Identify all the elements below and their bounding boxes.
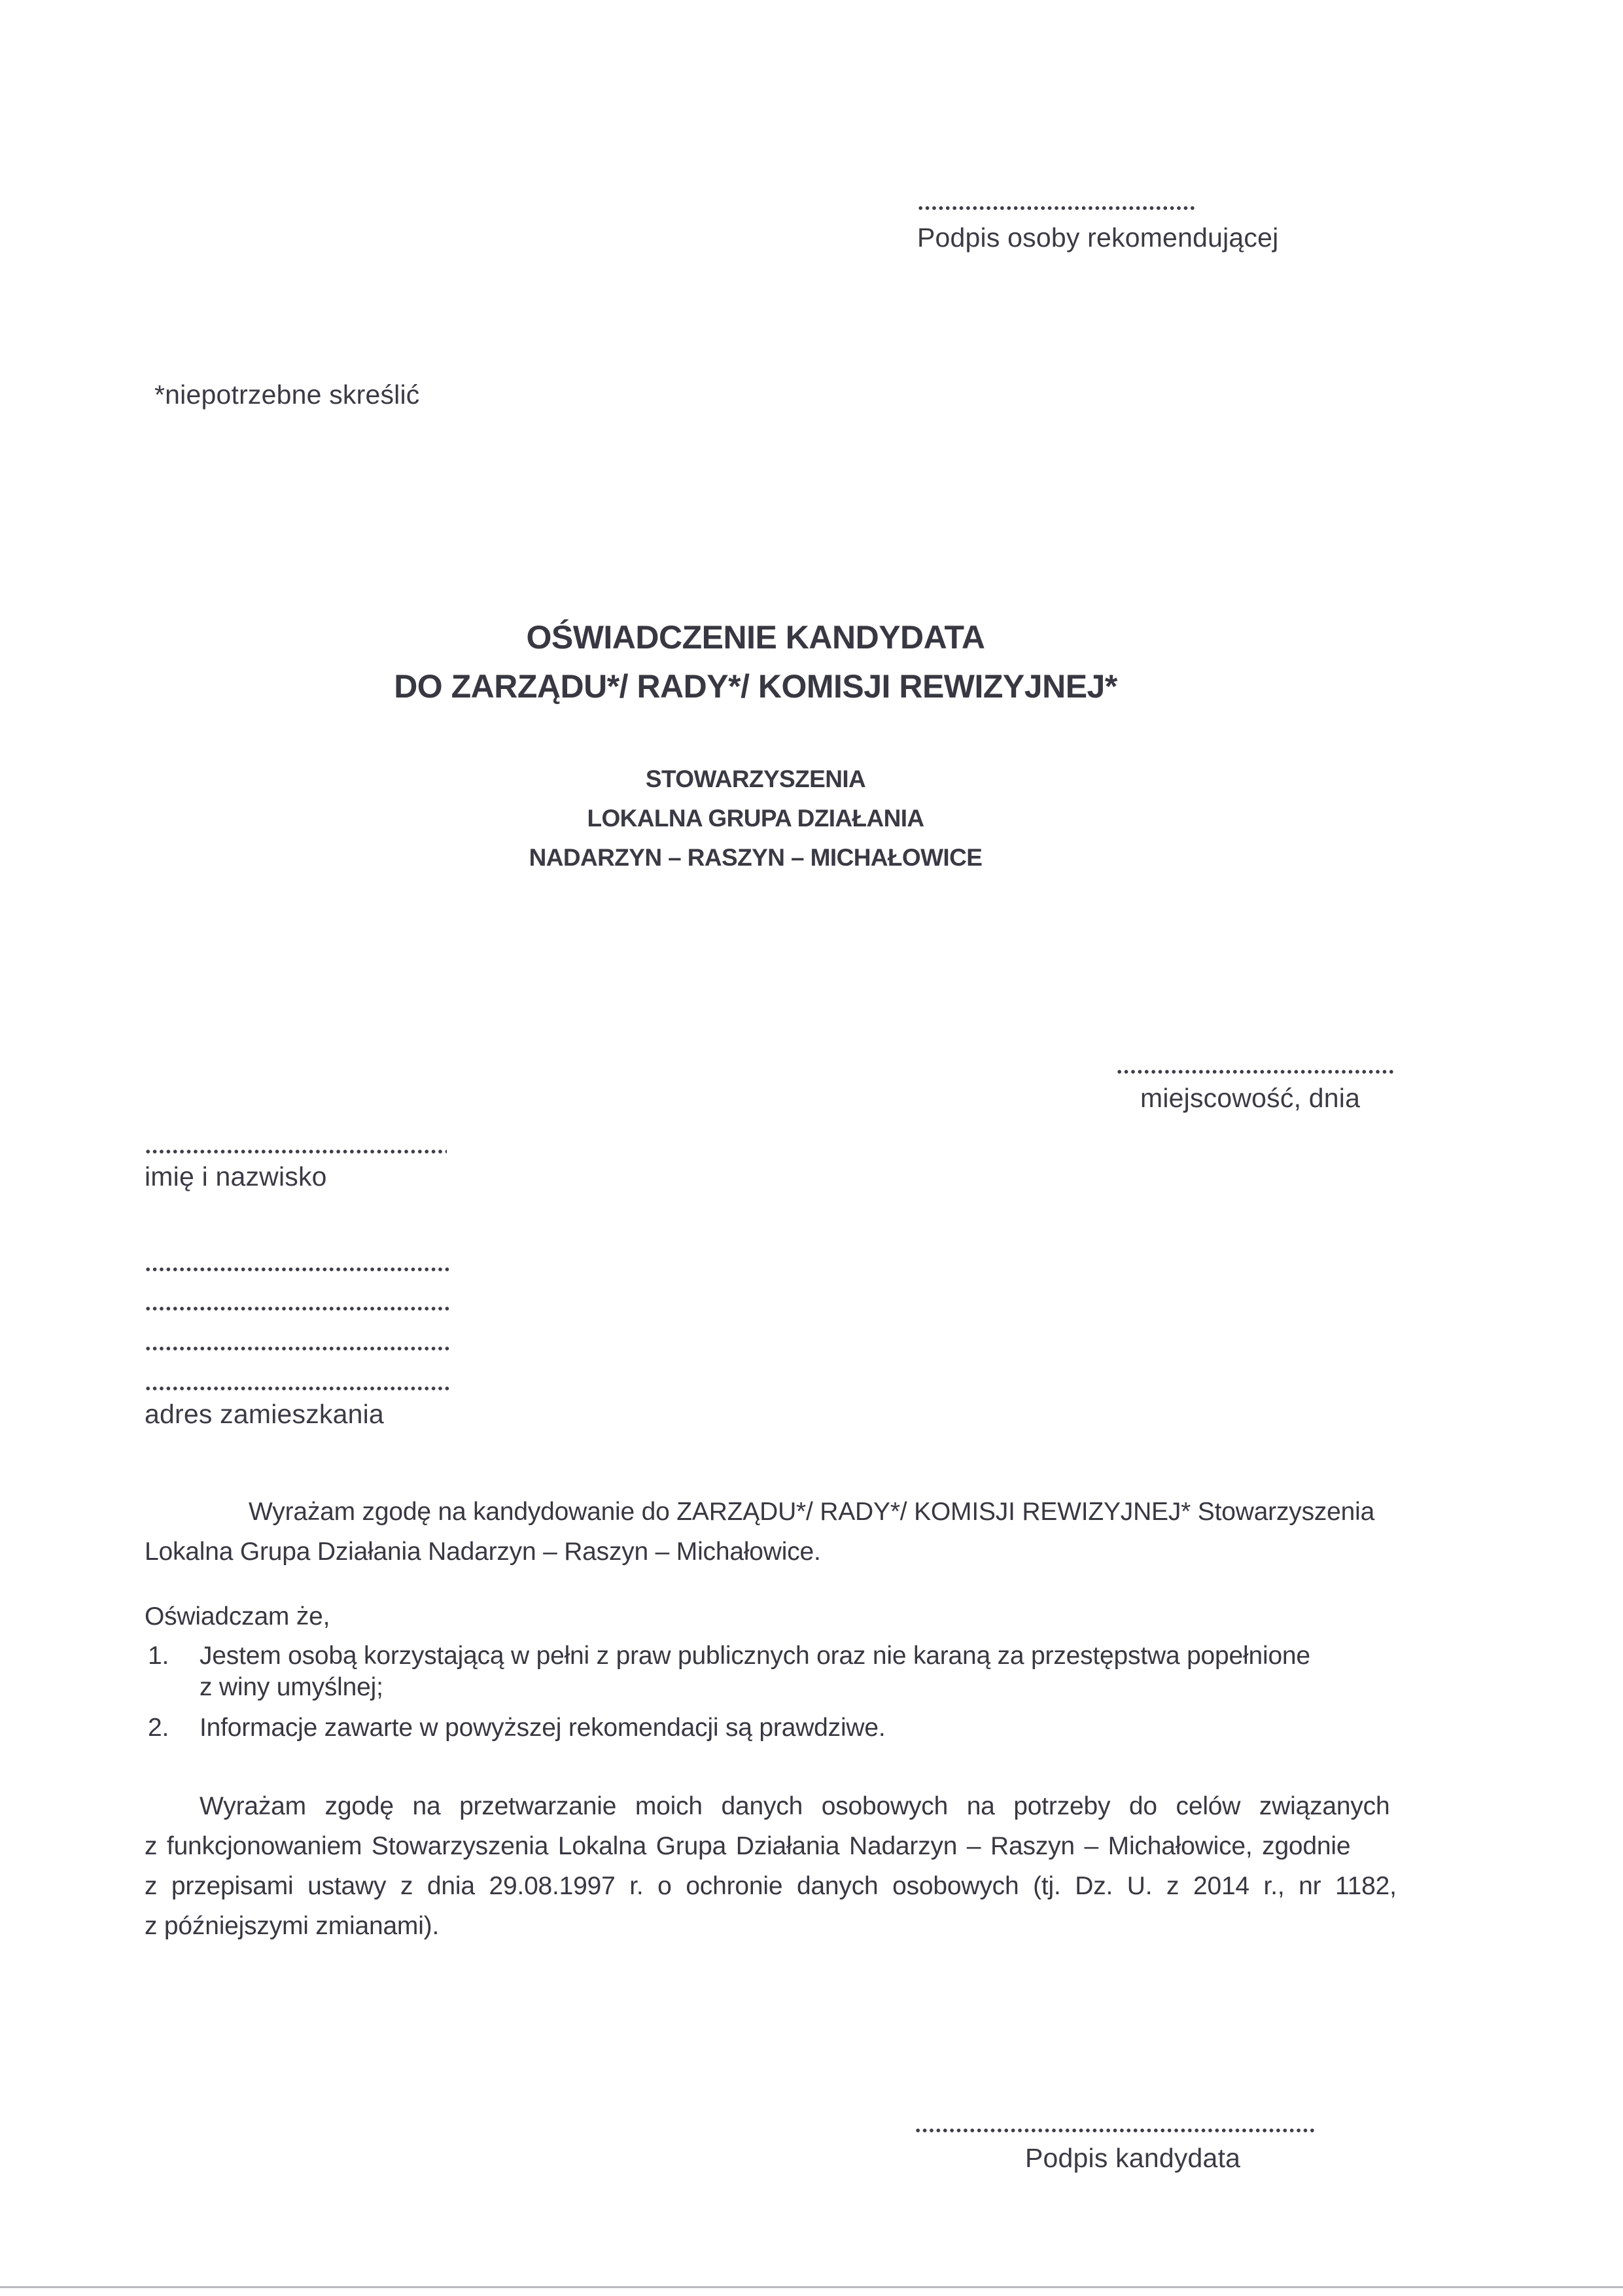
organization-line1: STOWARZYSZENIA [645, 766, 866, 792]
address-field-label: adres zamieszkania [145, 1399, 384, 1429]
name-field-label: imię i nazwisko [145, 1161, 327, 1192]
address-field-line-3[interactable] [145, 1346, 452, 1351]
name-field[interactable] [145, 1149, 447, 1154]
data-consent-line4: z późniejszymi zmianami). [145, 1912, 440, 1940]
candidate-signature-label: Podpis kandydata [1025, 2143, 1241, 2173]
declaration-intro: Oświadczam że, [145, 1602, 330, 1631]
footnote: *niepotrzebne skreślić [154, 380, 420, 410]
declaration-item-1-line2: z winy umyślnej; [200, 1673, 383, 1701]
organization-line2: LOKALNA GRUPA DZIAŁANIA [587, 805, 924, 832]
declaration-item-2-line1: Informacje zawarte w powyższej rekomendacji są prawdziwe. [200, 1714, 886, 1742]
data-consent-line3: z przepisami ustawy z dnia 29.08.1997 r. o ochronie danych osobowych (tj. Dz. U. z 2014 r., nr 1182, [145, 1872, 1397, 1900]
recommender-signature-line[interactable] [917, 205, 1196, 211]
organization-line3: NADARZYN – RASZYN – MICHAŁOWICE [529, 844, 983, 871]
declaration-item-1-number: 1. [148, 1642, 169, 1670]
document-title-line1: OŚWIADCZENIE KANDYDATA [526, 619, 985, 656]
data-consent-line2: z funkcjonowaniem Stowarzyszenia Lokalna Grupa Działania Nadarzyn – Raszyn – Michałowice, zgodnie [145, 1832, 1351, 1860]
recommender-signature-label: Podpis osoby rekomendującej [917, 222, 1279, 253]
data-consent-line1: Wyrażam zgodę na przetwarzanie moich danych osobowych na potrzeby do celów związanych [200, 1792, 1390, 1820]
declaration-item-2-number: 2. [148, 1714, 169, 1742]
address-field-line-2[interactable] [145, 1306, 452, 1311]
candidacy-consent-line2: Lokalna Grupa Działania Nadarzyn – Raszyn – Michałowice. [145, 1538, 821, 1566]
declaration-item-1-line1: Jestem osobą korzystającą w pełni z praw publicznych oraz nie karaną za przestępstwa popełnione [200, 1642, 1310, 1670]
candidate-signature-line[interactable] [915, 2128, 1315, 2133]
document-title-line2: DO ZARZĄDU*/ RADY*/ KOMISJI REWIZYJNEJ* [394, 668, 1117, 705]
place-date-label: miejscowość, dnia [1140, 1083, 1361, 1113]
candidacy-consent-line1: Wyrażam zgodę na kandydowanie do ZARZĄDU*/ RADY*/ KOMISJI REWIZYJNEJ* Stowarzyszenia [249, 1498, 1375, 1526]
page-edge-divider [0, 2286, 1623, 2288]
address-field-line-1[interactable] [145, 1267, 452, 1272]
place-date-field[interactable] [1116, 1069, 1396, 1074]
address-field-line-4[interactable] [145, 1386, 452, 1391]
